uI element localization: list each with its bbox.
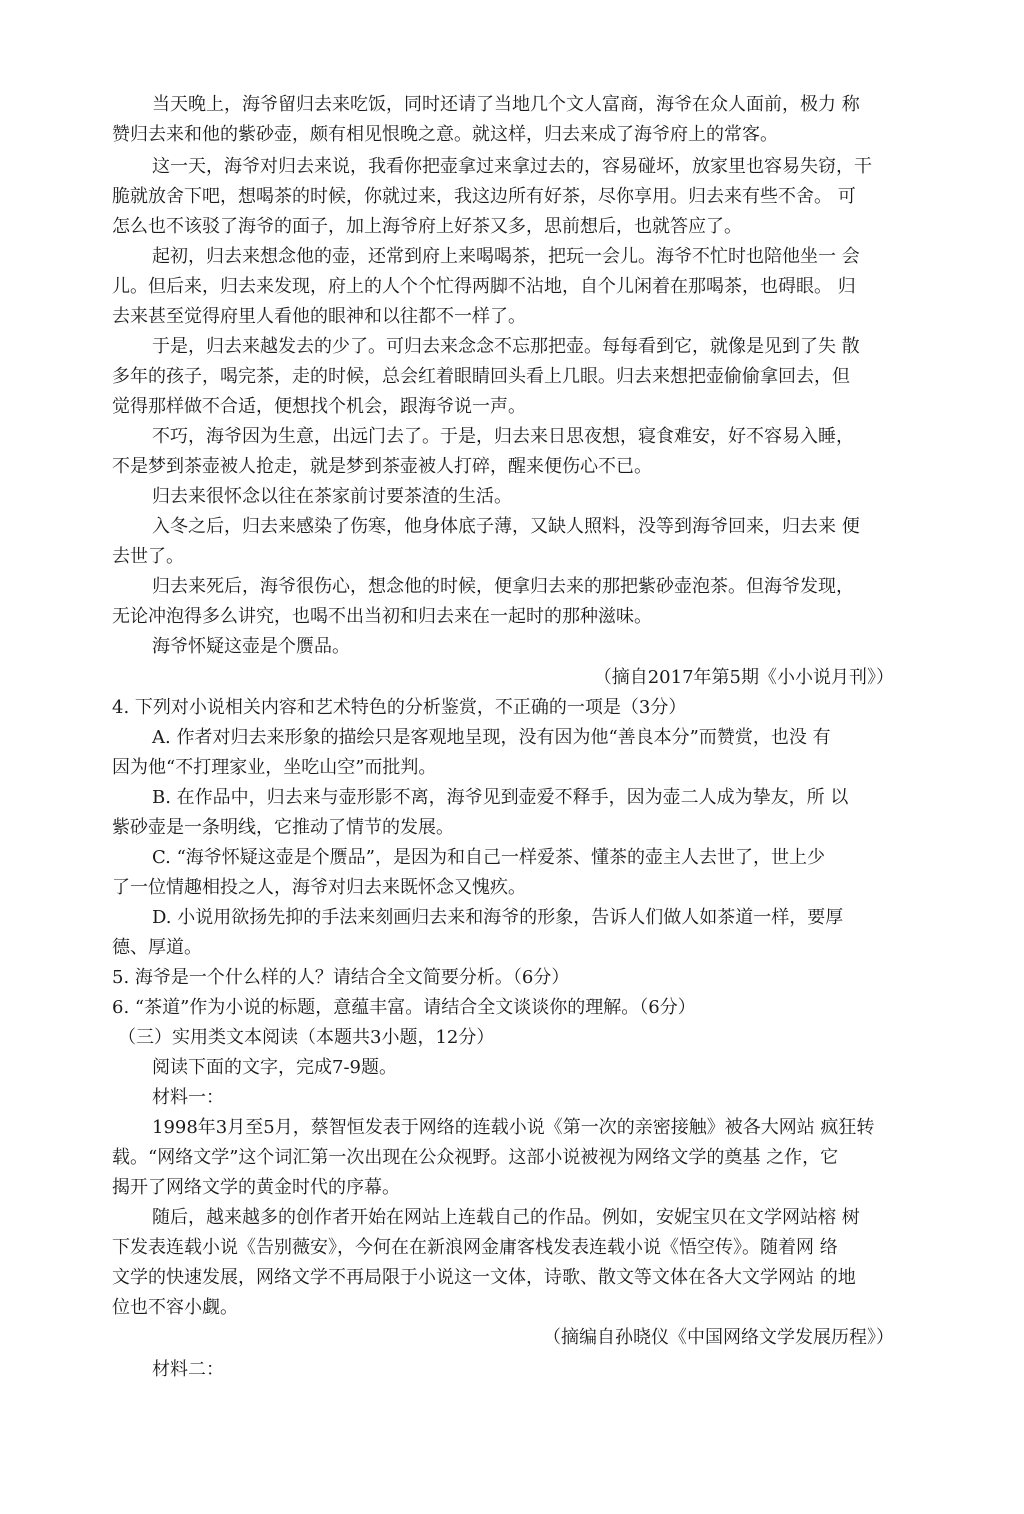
question-6: 6. “茶道”作为小说的标题，意蕴丰富。请结合全文谈谈你的理解。（6分） — [112, 997, 696, 1018]
material-2-label: 材料二： — [152, 1359, 224, 1380]
question-4-stem: 4. 下列对小说相关内容和艺术特色的分析鉴赏，不正确的一项是（3分） — [112, 697, 687, 718]
material-1-line: 下发表连载小说《告别薇安》，今何在在新浪网金庸客栈发表连载小说《悟空传》。随着网 络 — [112, 1237, 838, 1258]
material-1-line: 位也不容小觑。 — [112, 1297, 238, 1318]
question-4-option-b: 紫砂壶是一条明线，它推动了情节的发展。 — [112, 817, 454, 838]
story-line: 去来甚至觉得府里人看他的眼神和以往都不一样了。 — [112, 306, 526, 327]
material-1-line: 随后，越来越多的创作者开始在网站上连载自己的作品。例如，安妮宝贝在文学网站榕 树 — [152, 1207, 860, 1228]
story-line: 归去来死后，海爷很伤心，想念他的时候，便拿归去来的那把紫砂壶泡茶。但海爷发现， — [152, 576, 854, 597]
story-line: 脆就放舍下吧，想喝茶的时候，你就过来，我这边所有好茶，尽你享用。归去来有些不舍。 可 — [112, 186, 856, 207]
material-1-line: 文学的快速发展，网络文学不再局限于小说这一文体，诗歌、散文等文体在各大文学网站 的地 — [112, 1267, 856, 1288]
material-1-line: 1998年3月至5月，蔡智恒发表于网络的连载小说《第一次的亲密接触》被各大网站 疯狂转 — [152, 1117, 875, 1138]
material-1-line: 揭开了网络文学的黄金时代的序幕。 — [112, 1177, 400, 1198]
story-line: 怎么也不该驳了海爷的面子，加上海爷府上好茶又多，思前想后，也就答应了。 — [112, 216, 742, 237]
question-4-option-c: C. “海爷怀疑这壶是个赝品”，是因为和自己一样爱茶、懂茶的壶主人去世了，世上少 — [152, 847, 825, 868]
story-line: 归去来很怀念以往在茶家前讨要茶渣的生活。 — [152, 486, 512, 507]
story-line: 海爷怀疑这壶是个赝品。 — [152, 636, 350, 657]
story-line: 去世了。 — [112, 546, 184, 567]
story-line: 赞归去来和他的紫砂壶，颇有相见恨晚之意。就这样，归去来成了海爷府上的常客。 — [112, 124, 778, 145]
story-line: 无论冲泡得多么讲究，也喝不出当初和归去来在一起时的那种滋味。 — [112, 606, 652, 627]
story-line: 于是，归去来越发去的少了。可归去来念念不忘那把壶。每每看到它，就像是见到了失 散 — [152, 336, 860, 357]
section-heading: （三）实用类文本阅读（本题共3小题，12分） — [118, 1027, 495, 1048]
story-line: 觉得那样做不合适，便想找个机会，跟海爷说一声。 — [112, 396, 526, 417]
story-line: 多年的孩子，喝完茶，走的时候，总会红着眼睛回头看上几眼。归去来想把壶偷偷拿回去，但 — [112, 366, 850, 387]
question-4-option-a: 因为他“不打理家业，坐吃山空”而批判。 — [112, 757, 437, 778]
question-4-option-a: A. 作者对归去来形象的描绘只是客观地呈现，没有因为他“善良本分”而赞赏，也没 有 — [152, 727, 831, 748]
story-source: （摘自2017年第5期《小小说月刊》） — [593, 667, 894, 688]
section-instruction: 阅读下面的文字，完成7-9题。 — [152, 1057, 397, 1078]
story-line: 入冬之后，归去来感染了伤寒，他身体底子薄，又缺人照料，没等到海爷回来，归去来 便 — [152, 516, 860, 537]
question-4-option-c: 了一位情趣相投之人，海爷对归去来既怀念又愧疚。 — [112, 877, 526, 898]
question-4-option-d: D. 小说用欲扬先抑的手法来刻画归去来和海爷的形象，告诉人们做人如茶道一样，要厚 — [152, 907, 844, 928]
question-4-option-d: 德、厚道。 — [112, 937, 202, 958]
question-4-option-b: B. 在作品中，归去来与壶形影不离，海爷见到壶爱不释手，因为壶二人成为挚友，所 以 — [152, 787, 849, 808]
story-line: 起初，归去来想念他的壶，还常到府上来喝喝茶，把玩一会儿。海爷不忙时也陪他坐一 会 — [152, 246, 860, 267]
story-line: 当天晚上，海爷留归去来吃饭，同时还请了当地几个文人富商，海爷在众人面前，极力 称 — [152, 94, 860, 115]
material-1-label: 材料一： — [152, 1087, 224, 1108]
material-1-line: 载。“网络文学”这个词汇第一次出现在公众视野。这部小说被视为网络文学的奠基 之作，它 — [112, 1147, 839, 1168]
material-1-source: （摘编自孙晓仪《中国网络文学发展历程》） — [543, 1327, 894, 1348]
question-5: 5. 海爷是一个什么样的人？请结合全文简要分析。（6分） — [112, 967, 570, 988]
story-line: 不巧，海爷因为生意，出远门去了。于是，归去来日思夜想，寝食难安，好不容易入睡， — [152, 426, 854, 447]
story-line: 这一天，海爷对归去来说，我看你把壶拿过来拿过去的，容易碰坏，放家里也容易失窃，干 — [152, 156, 872, 177]
story-line: 不是梦到茶壶被人抢走，就是梦到茶壶被人打碎，醒来便伤心不已。 — [112, 456, 652, 477]
story-line: 儿。但后来，归去来发现，府上的人个个忙得两脚不沾地，自个儿闲着在那喝茶，也碍眼。 归 — [112, 276, 856, 297]
